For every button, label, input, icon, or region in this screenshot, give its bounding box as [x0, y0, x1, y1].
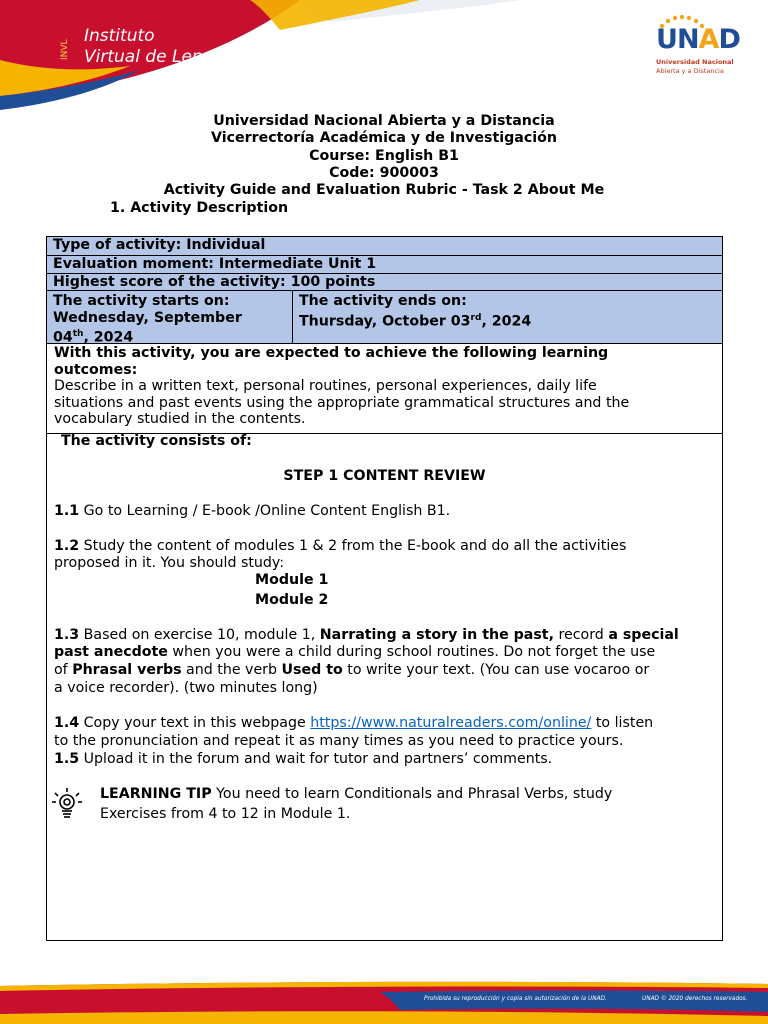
unad-subtitle-1: Universidad Nacional — [656, 58, 734, 66]
step-1-4-line2: to the pronunciation and repeat it as many times as you need to practice yours. — [54, 733, 624, 749]
lightbulb-gear-icon — [50, 786, 84, 822]
course-code: Code: 900003 — [329, 164, 439, 181]
outcomes-text-2: situations and past events using the appropriate grammatical structures and the — [54, 394, 630, 411]
row-type-of-activity — [47, 237, 722, 256]
naturalreaders-link[interactable]: https://www.naturalreaders.com/online/ — [310, 715, 592, 731]
header-banner — [0, 0, 768, 112]
course-title: Course: English B1 — [309, 147, 459, 164]
footer-rights-note: UNAD © 2020 derechos reservados. — [642, 996, 748, 1002]
learning-tip: LEARNING TIP You need to learn Conditionals and Phrasal Verbs, study — [100, 786, 613, 802]
row-highest-score — [47, 274, 722, 291]
step-title: STEP 1 CONTENT REVIEW — [283, 468, 486, 484]
start-date-value-1: Wednesday, September — [53, 309, 242, 326]
row-learning-outcomes — [47, 344, 722, 434]
step-1-3-line4: a voice recorder). (two minutes long) — [54, 680, 318, 696]
evaluation-moment: Evaluation moment: Intermediate Unit 1 — [53, 256, 377, 272]
unad-subtitle-2: Abierta y a Distancia — [656, 67, 724, 75]
step-1-4: 1.4 Copy your text in this webpage https://www.naturalreaders.com/online/ to listen — [54, 715, 654, 731]
end-date-value: Thursday, October 03rd, 2024 — [299, 312, 532, 330]
guide-title: Activity Guide and Evaluation Rubric - Task 2 About Me — [163, 182, 605, 199]
consists-of-heading: The activity consists of: — [61, 433, 252, 449]
outcomes-heading-2: outcomes: — [54, 361, 138, 378]
vice-rectory-title: Vicerrectoría Académica y de Investigación — [211, 130, 557, 147]
invl-side-label: INVL — [60, 39, 70, 60]
step-1-2: 1.2 Study the content of modules 1 & 2 from the E-book and do all the activities — [54, 538, 627, 554]
activity-table — [46, 236, 723, 941]
institute-logo-text — [84, 26, 244, 68]
unad-logo — [652, 14, 752, 84]
step-1-3: 1.3 Based on exercise 10, module 1, Narrating a story in the past, record a special — [54, 627, 679, 643]
start-date-label: The activity starts on: — [53, 293, 230, 309]
module-1: Module 1 — [255, 572, 329, 588]
document-titles — [0, 113, 768, 199]
type-of-activity: Type of activity: Individual — [53, 237, 266, 253]
end-date-label: The activity ends on: — [299, 293, 467, 309]
unad-wordmark: UNAD — [656, 24, 740, 55]
step-1-2-cont: proposed in it. You should study: — [54, 555, 285, 571]
section-heading: 1. Activity Description — [110, 200, 289, 216]
end-date-cell — [293, 291, 722, 343]
outcomes-text-1: Describe in a written text, personal routines, personal experiences, daily life — [54, 378, 597, 394]
learning-tip-line2: Exercises from 4 to 12 in Module 1. — [100, 806, 351, 822]
step-1-3-line3: of Phrasal verbs and the verb Used to to write your text. (You can use vocaroo or — [54, 662, 650, 678]
start-date-cell — [47, 291, 293, 346]
start-date-value-2: 04th, 2024 — [53, 329, 134, 346]
row-evaluation-moment — [47, 256, 722, 274]
row-dates — [47, 291, 722, 344]
institute-line1: Instituto — [84, 26, 155, 46]
step-1-1: 1.1 Go to Learning / E-book /Online Content English B1. — [54, 503, 451, 519]
outcomes-text-3: vocabulary studied in the contents. — [54, 411, 306, 427]
step-1-3-line2: past anecdote when you were a child during school routines. Do not forget the use — [54, 644, 656, 660]
step-1-5: 1.5 Upload it in the forum and wait for tutor and partners’ comments. — [54, 751, 553, 767]
outcomes-heading: With this activity, you are expected to achieve the following learning — [54, 345, 609, 361]
university-title: Universidad Nacional Abierta y a Distancia — [213, 113, 555, 129]
module-2: Module 2 — [255, 592, 329, 608]
activity-consists-cell — [47, 434, 722, 941]
highest-score: Highest score of the activity: 100 points — [53, 274, 376, 290]
footer-banner — [0, 978, 768, 1024]
institute-line2: Virtual de Lenguas — [84, 47, 244, 67]
footer-copyright-note: Prohibida su reproducción y copia sin autorización de la UNAD. — [424, 996, 607, 1002]
